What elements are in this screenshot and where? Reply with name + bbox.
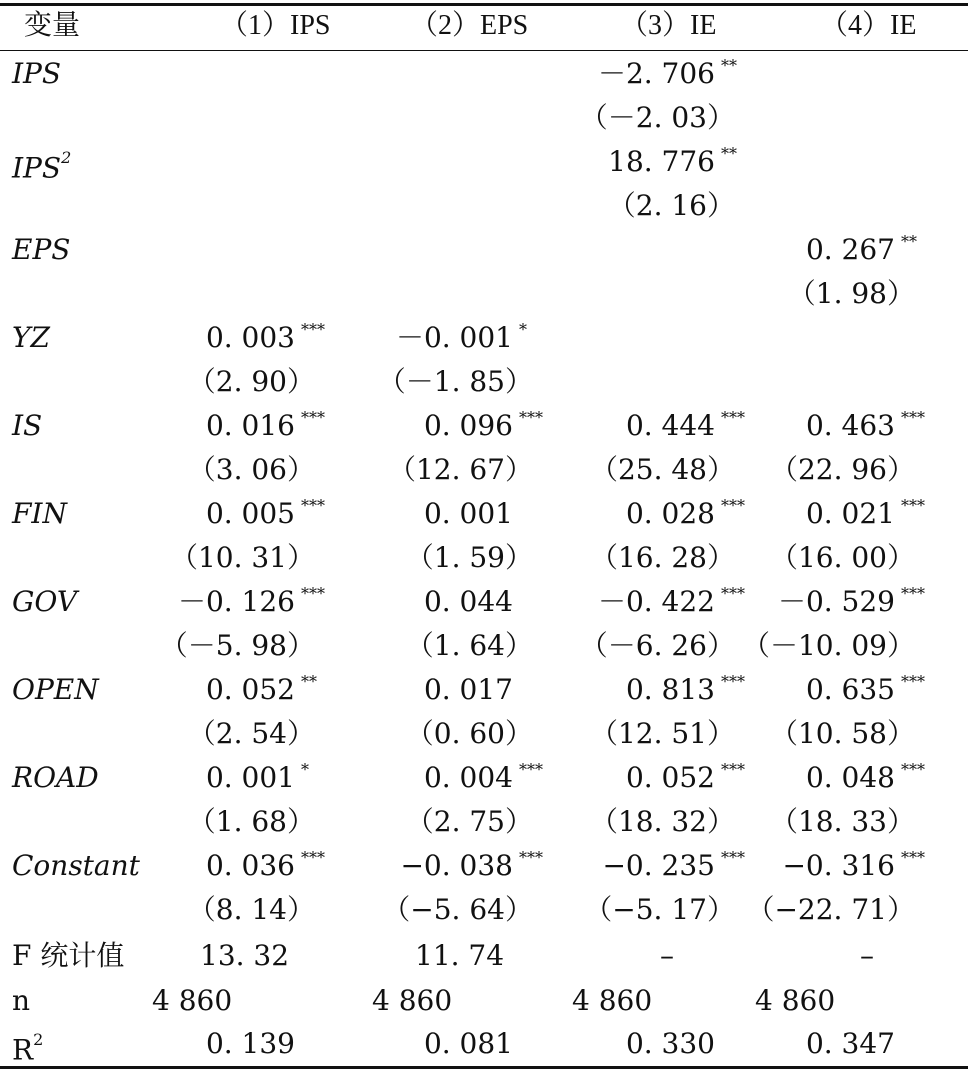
coefficient-value: −0. 316 bbox=[782, 849, 895, 882]
coefficient-cell bbox=[313, 850, 513, 882]
row-label-text: OPEN bbox=[12, 673, 99, 706]
significance-stars: *** bbox=[519, 408, 543, 427]
t-statistic: （10. 58） bbox=[769, 717, 915, 750]
coefficient-cell bbox=[515, 498, 715, 530]
t-statistic: （0. 60） bbox=[405, 717, 533, 750]
coefficient-cell bbox=[313, 674, 513, 706]
t-statistic: （－1. 85） bbox=[377, 365, 533, 398]
coefficient-value: 0. 021 bbox=[805, 497, 895, 530]
coefficient-value: －2. 706 bbox=[597, 57, 715, 90]
coefficient-cell bbox=[695, 410, 895, 442]
significance-stars: *** bbox=[519, 760, 543, 779]
n-label: n bbox=[12, 984, 31, 1017]
t-statistic: （－6. 26） bbox=[579, 629, 735, 662]
coefficient-cell bbox=[695, 586, 895, 618]
significance-stars: *** bbox=[721, 408, 745, 427]
coefficient-cell bbox=[515, 146, 715, 178]
significance-stars: *** bbox=[301, 496, 325, 515]
coefficient-cell bbox=[515, 850, 715, 882]
bottom-rule bbox=[0, 1066, 968, 1069]
f-stat-label: F 统计值 bbox=[12, 939, 125, 972]
significance-stars: *** bbox=[519, 848, 543, 867]
r2-col-3: 0. 330 bbox=[625, 1027, 715, 1060]
top-rule bbox=[0, 3, 968, 6]
header-col-1: （1）IPS bbox=[220, 10, 331, 41]
coefficient-value: 0. 028 bbox=[625, 497, 715, 530]
r2-col-2: 0. 081 bbox=[423, 1027, 513, 1060]
coefficient-cell bbox=[313, 586, 513, 618]
n-col-2: 4 860 bbox=[372, 984, 453, 1017]
significance-stars: ** bbox=[301, 672, 317, 691]
coefficient-value: −0. 235 bbox=[602, 849, 715, 882]
coefficient-value: 0. 267 bbox=[805, 233, 895, 266]
significance-stars: *** bbox=[721, 496, 745, 515]
coefficient-value: 0. 003 bbox=[205, 321, 295, 354]
row-label-text: IS bbox=[12, 409, 43, 442]
coefficient-value: 0. 813 bbox=[625, 673, 715, 706]
coefficient-value: 0. 017 bbox=[423, 673, 513, 706]
t-statistic: （1. 68） bbox=[187, 805, 315, 838]
coefficient-cell bbox=[313, 762, 513, 794]
t-statistic: （18. 32） bbox=[589, 805, 735, 838]
coefficient-cell bbox=[95, 850, 295, 882]
row-label bbox=[12, 498, 67, 530]
row-label bbox=[12, 322, 50, 354]
row-label bbox=[12, 586, 77, 618]
row-label-text: FIN bbox=[12, 497, 67, 530]
significance-stars: ** bbox=[721, 56, 737, 75]
coefficient-cell bbox=[515, 762, 715, 794]
coefficient-cell bbox=[695, 674, 895, 706]
significance-stars: *** bbox=[301, 848, 325, 867]
row-label bbox=[12, 674, 99, 706]
t-statistic: （2. 75） bbox=[405, 805, 533, 838]
coefficient-value: －0. 001 bbox=[395, 321, 513, 354]
t-statistic: （12. 51） bbox=[589, 717, 735, 750]
row-label-text: GOV bbox=[12, 585, 78, 618]
r2-col-1: 0. 139 bbox=[205, 1027, 295, 1060]
t-statistic: （2. 90） bbox=[187, 365, 315, 398]
coefficient-value: 0. 036 bbox=[205, 849, 295, 882]
coefficient-cell bbox=[95, 322, 295, 354]
significance-stars: *** bbox=[301, 320, 325, 339]
significance-stars: *** bbox=[721, 760, 745, 779]
header-col-4: （4）IE bbox=[820, 10, 917, 41]
coefficient-value: 0. 001 bbox=[205, 761, 295, 794]
t-statistic: （−5. 64） bbox=[382, 893, 533, 926]
row-label-superscript: 2 bbox=[61, 148, 72, 167]
coefficient-value: 0. 001 bbox=[423, 497, 513, 530]
coefficient-cell bbox=[95, 762, 295, 794]
coefficient-value: 0. 016 bbox=[205, 409, 295, 442]
t-statistic: （−5. 17） bbox=[584, 893, 735, 926]
n-col-1: 4 860 bbox=[152, 984, 233, 1017]
coefficient-cell bbox=[313, 322, 513, 354]
coefficient-value: 0. 004 bbox=[423, 761, 513, 794]
row-label bbox=[12, 146, 71, 184]
coefficient-cell bbox=[95, 498, 295, 530]
coefficient-cell bbox=[95, 674, 295, 706]
coefficient-value: 0. 048 bbox=[805, 761, 895, 794]
coefficient-cell bbox=[515, 410, 715, 442]
t-statistic: （12. 67） bbox=[387, 453, 533, 486]
coefficient-cell bbox=[515, 674, 715, 706]
f-stat-col-1: 13. 32 bbox=[200, 939, 290, 972]
coefficient-value: 0. 044 bbox=[423, 585, 513, 618]
t-statistic: （16. 28） bbox=[589, 541, 735, 574]
significance-stars: ** bbox=[901, 232, 917, 251]
coefficient-value: －0. 422 bbox=[597, 585, 715, 618]
n-col-4: 4 860 bbox=[755, 984, 836, 1017]
r2-col-4: 0. 347 bbox=[805, 1027, 895, 1060]
t-statistic: （25. 48） bbox=[589, 453, 735, 486]
t-statistic: （−22. 71） bbox=[746, 893, 915, 926]
coefficient-value: 0. 096 bbox=[423, 409, 513, 442]
coefficient-value: 0. 635 bbox=[805, 673, 895, 706]
header-rule bbox=[0, 50, 968, 51]
significance-stars: *** bbox=[901, 760, 925, 779]
coefficient-value: －0. 126 bbox=[177, 585, 295, 618]
header-col-3: （3）IE bbox=[620, 10, 717, 41]
t-statistic: （－5. 98） bbox=[159, 629, 315, 662]
t-statistic: （3. 06） bbox=[187, 453, 315, 486]
t-statistic: （10. 31） bbox=[169, 541, 315, 574]
row-label-text: YZ bbox=[12, 321, 50, 354]
significance-stars: *** bbox=[721, 584, 745, 603]
coefficient-cell bbox=[313, 410, 513, 442]
header-col-2: （2）EPS bbox=[410, 10, 529, 41]
row-label-text: ROAD bbox=[12, 761, 99, 794]
row-label-text: IPS bbox=[12, 151, 62, 185]
significance-stars: *** bbox=[721, 848, 745, 867]
r2-label-text: R bbox=[12, 1033, 34, 1067]
row-label bbox=[12, 410, 42, 442]
significance-stars: *** bbox=[901, 672, 925, 691]
significance-stars: *** bbox=[901, 848, 925, 867]
t-statistic: （16. 00） bbox=[769, 541, 915, 574]
coefficient-cell bbox=[515, 586, 715, 618]
coefficient-cell bbox=[95, 410, 295, 442]
significance-stars: * bbox=[519, 320, 527, 339]
row-label-text: EPS bbox=[12, 233, 71, 266]
significance-stars: *** bbox=[901, 496, 925, 515]
coefficient-value: −0. 038 bbox=[400, 849, 513, 882]
coefficient-value: 0. 052 bbox=[625, 761, 715, 794]
significance-stars: * bbox=[301, 760, 309, 779]
t-statistic: （－2. 03） bbox=[579, 101, 735, 134]
significance-stars: *** bbox=[301, 408, 325, 427]
t-statistic: （22. 96） bbox=[769, 453, 915, 486]
r2-superscript: 2 bbox=[33, 1030, 44, 1049]
t-statistic: （1. 98） bbox=[787, 277, 915, 310]
significance-stars: *** bbox=[901, 408, 925, 427]
t-statistic: （2. 16） bbox=[607, 189, 735, 222]
f-stat-col-3: – bbox=[660, 939, 674, 972]
coefficient-value: 0. 463 bbox=[805, 409, 895, 442]
significance-stars: *** bbox=[901, 584, 925, 603]
t-statistic: （1. 64） bbox=[405, 629, 533, 662]
coefficient-cell bbox=[515, 58, 715, 90]
row-label bbox=[12, 762, 99, 794]
f-stat-col-2: 11. 74 bbox=[415, 939, 505, 972]
header-variable: 变量 bbox=[24, 10, 81, 41]
t-statistic: （8. 14） bbox=[187, 893, 315, 926]
significance-stars: *** bbox=[721, 672, 745, 691]
r2-label bbox=[12, 1028, 43, 1066]
coefficient-cell bbox=[695, 234, 895, 266]
coefficient-cell bbox=[313, 498, 513, 530]
t-statistic: （2. 54） bbox=[187, 717, 315, 750]
coefficient-value: 0. 444 bbox=[625, 409, 715, 442]
n-col-3: 4 860 bbox=[572, 984, 653, 1017]
row-label-text: Constant bbox=[12, 849, 140, 882]
coefficient-value: 0. 052 bbox=[205, 673, 295, 706]
t-statistic: （18. 33） bbox=[769, 805, 915, 838]
t-statistic: （－10. 09） bbox=[741, 629, 915, 662]
significance-stars: *** bbox=[301, 584, 325, 603]
row-label bbox=[12, 234, 70, 266]
coefficient-cell bbox=[695, 850, 895, 882]
significance-stars: ** bbox=[721, 144, 737, 163]
coefficient-cell bbox=[695, 498, 895, 530]
row-label bbox=[12, 58, 61, 90]
t-statistic: （1. 59） bbox=[405, 541, 533, 574]
coefficient-value: －0. 529 bbox=[777, 585, 895, 618]
coefficient-value: 0. 005 bbox=[205, 497, 295, 530]
coefficient-value: 18. 776 bbox=[608, 145, 715, 178]
coefficient-cell bbox=[95, 586, 295, 618]
row-label-text: IPS bbox=[12, 57, 62, 90]
coefficient-cell bbox=[695, 762, 895, 794]
f-stat-col-4: – bbox=[860, 939, 874, 972]
